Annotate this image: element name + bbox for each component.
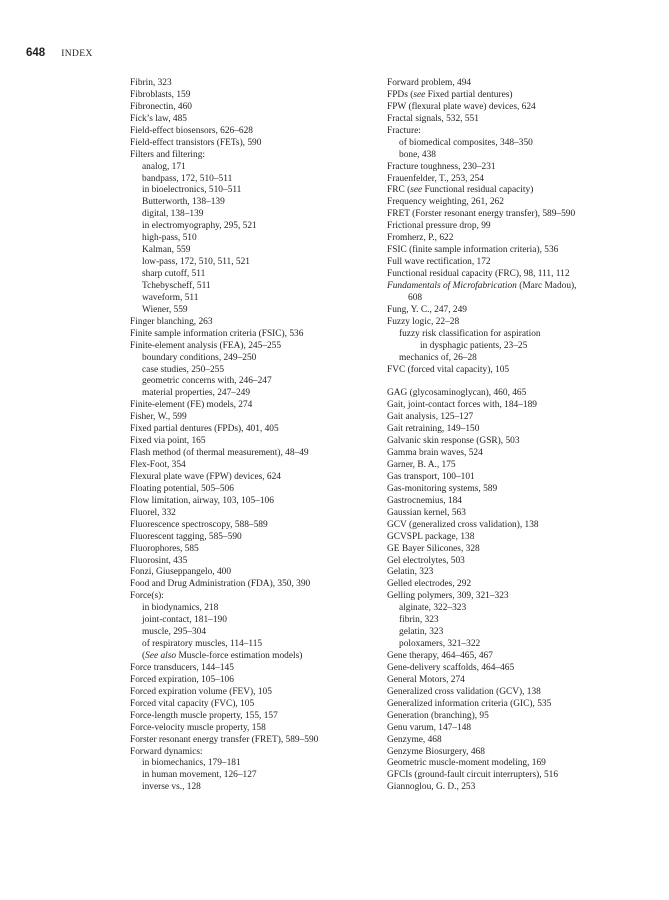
index-entry: [387, 687, 652, 699]
entry-text: Fluorophores, 585: [130, 543, 199, 554]
entry-text: high-pass, 510: [142, 233, 197, 244]
index-subentry: [130, 185, 380, 197]
index-entry: [130, 400, 380, 412]
entry-text: Gait, joint-contact forces with, 184–189: [387, 400, 537, 411]
entry-text: GCVSPL package, 138: [387, 531, 475, 542]
index-subentry: [130, 209, 380, 221]
index-entry: [387, 209, 652, 221]
index-entry: [387, 484, 652, 496]
entry-text: material properties, 247–249: [142, 388, 251, 399]
index-entry: [130, 567, 380, 579]
index-entry: [130, 556, 380, 568]
entry-text: Gene therapy, 464–465, 467: [387, 651, 493, 661]
index-entry: [387, 747, 652, 759]
entry-text: Fixed partial dentures (FPDs), 401, 405: [130, 424, 279, 435]
entry-text: joint-contact, 181–190: [142, 615, 227, 626]
see-reference: see: [410, 185, 423, 196]
index-subentry: [130, 770, 380, 782]
index-entry: [387, 317, 652, 329]
index-entry: [387, 699, 652, 711]
entry-text: Genzyme Biosurgery, 468: [387, 746, 485, 757]
index-entry: [387, 675, 652, 687]
entry-text: Fick’s law, 485: [130, 113, 187, 124]
entry-text: FRET (Forster resonant energy transfer), 589–590: [387, 209, 576, 220]
index-entry: [387, 448, 652, 460]
index-entry: [387, 579, 652, 591]
index-entry: [130, 424, 380, 436]
index-subentry: [130, 365, 380, 377]
see-also-reference: See also: [145, 651, 177, 661]
entry-text: Forward problem, 494: [387, 78, 472, 88]
index-entry: [130, 544, 380, 556]
entry-text: General Motors, 274: [387, 674, 465, 685]
index-entry: [130, 329, 380, 341]
index-entry: [130, 532, 380, 544]
entry-text: Wiener, 559: [142, 304, 188, 315]
index-subentry: [130, 782, 380, 794]
entry-text: Flash method (of thermal measurement), 48–49: [130, 448, 309, 459]
entry-text: GCV (generalized cross validation), 138: [387, 519, 539, 530]
entry-text: Fractal signals, 532, 551: [387, 113, 479, 124]
entry-text: Gelled electrodes, 292: [387, 579, 472, 590]
index-entry: [387, 711, 652, 723]
entry-text: Gas transport, 100–101: [387, 471, 475, 482]
index-entry: [387, 114, 652, 126]
entry-text: low-pass, 172, 510, 511, 521: [142, 257, 250, 268]
index-entry: [387, 770, 652, 782]
index-subentry: [130, 257, 380, 269]
index-entry: [387, 400, 652, 412]
index-subentry: [130, 353, 380, 365]
entry-text: Force transducers, 144–145: [130, 662, 234, 673]
index-entry: [387, 221, 652, 233]
entry-text: Gelatin, 323: [387, 567, 434, 578]
entry-text: Flex-Foot, 354: [130, 460, 186, 470]
index-subentry: [130, 162, 380, 174]
entry-text: Field-effect transistors (FETs), 590: [130, 137, 262, 148]
index-entry: [387, 197, 652, 209]
header-title: INDEX: [61, 49, 93, 59]
index-entry: [130, 472, 380, 484]
entry-text: Gastrocnemius, 184: [387, 495, 462, 506]
index-entry: [130, 114, 380, 126]
entry-text: Gait analysis, 125–127: [387, 412, 474, 423]
entry-text: Geometric muscle-moment modeling, 169: [387, 758, 546, 769]
entry-text: inverse vs., 128: [142, 782, 201, 793]
entry-text: FPW (flexural plate wave) devices, 624: [387, 101, 536, 112]
index-entry: [130, 496, 380, 508]
index-entry: [387, 185, 652, 197]
index-subentry: [130, 615, 380, 627]
index-entry: [387, 281, 652, 293]
index-entry: [387, 723, 652, 735]
index-entry: [130, 723, 380, 735]
entry-text: Full wave rectification, 172: [387, 257, 491, 268]
index-entry: [387, 305, 652, 317]
entry-text: mechanics of, 26–28: [399, 352, 477, 363]
entry-text: Forced expiration volume (FEV), 105: [130, 686, 272, 697]
entry-text: Fonzi, Giuseppangelo, 400: [130, 567, 232, 578]
index-entry: [387, 78, 652, 90]
entry-text: Force(s):: [130, 591, 164, 602]
index-entry: [130, 341, 380, 353]
entry-text: of respiratory muscles, 114–115: [142, 639, 263, 650]
index-subentry: [130, 651, 380, 663]
entry-text: Functional residual capacity): [422, 185, 534, 196]
entry-text: Fuzzy logic, 22–28: [387, 316, 460, 327]
entry-text: Food and Drug Administration (FDA), 350, 390: [130, 579, 311, 590]
entry-text: Fluorescent tagging, 585–590: [130, 531, 242, 542]
index-entry: [130, 711, 380, 723]
index-entry: [130, 138, 380, 150]
entry-text: GFCIs (ground-fault circuit interrupters), 516: [387, 770, 559, 781]
index-entry: [387, 544, 652, 556]
entry-text: fibrin, 323: [399, 615, 439, 626]
index-subentry: [130, 221, 380, 233]
index-entry: [130, 484, 380, 496]
index-subentry: [130, 603, 380, 615]
index-entry: [387, 460, 652, 472]
index-subentry: [387, 150, 652, 162]
entry-text: case studies, 250–255: [142, 364, 225, 375]
index-entry: [130, 412, 380, 424]
index-entry: [387, 126, 652, 138]
index-entry: [130, 699, 380, 711]
entry-text: Frequency weighting, 261, 262: [387, 197, 504, 208]
index-entry: [130, 663, 380, 675]
entry-text: Fixed via point, 165: [130, 436, 206, 447]
entry-text: Gene-delivery scaffolds, 464–465: [387, 662, 515, 673]
index-entry: [387, 245, 652, 257]
index-entry: [130, 508, 380, 520]
entry-text: Gel electrolytes, 503: [387, 555, 465, 566]
index-subentry: [387, 341, 652, 353]
entry-text: Butterworth, 138–139: [142, 197, 225, 208]
entry-text: Garner, B. A., 175: [387, 460, 456, 470]
entry-text: Fluorel, 332: [130, 507, 176, 518]
entry-text: Genu varum, 147–148: [387, 722, 472, 733]
entry-text: Fluorosint, 435: [130, 555, 188, 566]
index-subentry: [130, 269, 380, 281]
entry-text: (: [142, 651, 146, 661]
page-number: 648: [26, 47, 46, 59]
index-subentry: [130, 281, 380, 293]
entry-text: Gas-monitoring systems, 589: [387, 483, 498, 494]
index-entry: [387, 735, 652, 747]
entry-text: Fixed partial dentures): [425, 89, 513, 100]
entry-text: Generalized cross validation (GCV), 138: [387, 686, 541, 697]
entry-text: poloxamers, 321–322: [399, 639, 481, 650]
index-entry: [387, 472, 652, 484]
index-entry: [130, 78, 380, 90]
index-entry: [130, 150, 380, 162]
entry-text: Fluorescence spectroscopy, 588–589: [130, 519, 268, 530]
entry-text: Generalized information criteria (GIC), 535: [387, 698, 552, 709]
entry-text: gelatin, 323: [399, 627, 444, 638]
index-entry: [130, 735, 380, 747]
entry-text: Frictional pressure drop, 99: [387, 221, 491, 232]
entry-text: Gelling polymers, 309, 321–323: [387, 591, 509, 602]
index-entry: [387, 758, 652, 770]
index-entry: [387, 102, 652, 114]
index-entry: [387, 412, 652, 424]
entry-text: in dysphagic patients, 23–25: [420, 340, 528, 351]
index-entry: [387, 556, 652, 568]
index-entry: [387, 567, 652, 579]
entry-title-italic: Fundamentals of Microfabrication: [387, 280, 517, 291]
entry-text: Forced expiration, 105–106: [130, 674, 234, 685]
entry-text: Gamma brain waves, 524: [387, 448, 483, 459]
index-subentry: [387, 138, 652, 150]
index-entry: [387, 90, 652, 102]
index-subentry: [130, 197, 380, 209]
index-subentry: [130, 305, 380, 317]
entry-text: Giannoglou, G. D., 253: [387, 782, 476, 793]
entry-text: geometric concerns with, 246–247: [142, 376, 272, 387]
entry-text: fuzzy risk classification for aspiration: [399, 328, 541, 339]
index-column-left: [130, 78, 380, 794]
entry-text: Generation (branching), 95: [387, 710, 489, 721]
entry-text: Functional residual capacity (FRC), 98, 111, 112: [387, 269, 570, 279]
index-entry: [387, 496, 652, 508]
entry-text: Force-length muscle property, 155, 157: [130, 710, 278, 721]
index-subentry: [130, 388, 380, 400]
entry-text: in biomechanics, 179–181: [142, 758, 241, 769]
entry-text: FSIC (finite sample information criteria), 536: [387, 245, 559, 256]
index-entry: [387, 508, 652, 520]
entry-text: Fromherz, P., 622: [387, 233, 454, 244]
entry-text: 608: [408, 292, 423, 303]
index-entry: [387, 424, 652, 436]
index-subentry: [387, 376, 652, 388]
index-entry: [387, 591, 652, 603]
entry-text: analog, 171: [142, 161, 186, 172]
index-entry: [387, 365, 652, 377]
entry-text: GAG (glycosaminoglycan), 460, 465: [387, 388, 527, 399]
index-entry: [130, 591, 380, 603]
index-subentry: [387, 353, 652, 365]
index-entry: [387, 162, 652, 174]
entry-text: Galvanic skin response (GSR), 503: [387, 436, 520, 447]
entry-text: FVC (forced vital capacity), 105: [387, 364, 510, 375]
running-header: [26, 45, 93, 59]
index-entry: [387, 388, 652, 400]
index-subentry: [387, 603, 652, 615]
index-subentry: [387, 329, 652, 341]
index-entry: [387, 269, 652, 281]
entry-text: Gait retraining, 149–150: [387, 424, 480, 435]
index-entry: [387, 782, 652, 794]
entry-text: sharp cutoff, 511: [142, 269, 206, 279]
entry-text: in electromyography, 295, 521: [142, 221, 257, 232]
index-subentry: [387, 293, 652, 305]
entry-text: digital, 138–139: [142, 209, 204, 220]
entry-text: Field-effect biosensors, 626–628: [130, 125, 253, 136]
entry-text: in bioelectronics, 510–511: [142, 185, 242, 196]
entry-text: Forward dynamics:: [130, 746, 203, 757]
index-subentry: [130, 758, 380, 770]
entry-text: Flow limitation, airway, 103, 105–106: [130, 495, 274, 506]
entry-text: Finger blanching, 263: [130, 316, 213, 327]
entry-text: Frauenfelder, T., 253, 254: [387, 173, 484, 184]
index-subentry: [387, 627, 652, 639]
entry-text: in human movement, 126–127: [142, 770, 257, 781]
index-entry: [387, 436, 652, 448]
entry-text: boundary conditions, 249–250: [142, 352, 257, 363]
entry-text: Tchebyscheff, 511: [142, 280, 211, 291]
entry-text: Flexural plate wave (FPW) devices, 624: [130, 471, 281, 482]
index-entry: [130, 102, 380, 114]
entry-text: Fibronectin, 460: [130, 101, 192, 112]
entry-text: FRC (: [387, 185, 411, 196]
index-entry: [130, 448, 380, 460]
index-entry: [387, 174, 652, 186]
entry-text: Forster resonant energy transfer (FRET), 589–590: [130, 734, 319, 745]
entry-text: of biomedical composites, 348–350: [399, 137, 533, 148]
index-subentry: [387, 639, 652, 651]
entry-text: Fibrin, 323: [130, 78, 172, 88]
entry-text: GE Bayer Silicones, 328: [387, 543, 480, 554]
index-subentry: [130, 245, 380, 257]
entry-text: waveform, 511: [142, 292, 199, 303]
entry-text: Fisher, W., 599: [130, 412, 187, 423]
entry-text: Kalman, 559: [142, 245, 191, 256]
index-subentry: [130, 376, 380, 388]
index-entry: [130, 747, 380, 759]
index-entry: [130, 579, 380, 591]
entry-text: Forced vital capacity (FVC), 105: [130, 698, 255, 709]
index-subentry: [387, 615, 652, 627]
entry-text: alginate, 322–323: [399, 603, 467, 614]
index-entry: [130, 126, 380, 138]
entry-text: bandpass, 172, 510–511: [142, 173, 233, 184]
entry-text: Muscle-force estimation models): [176, 651, 303, 661]
entry-text: bone, 438: [399, 149, 436, 160]
index-subentry: [130, 174, 380, 186]
entry-text: Fung, Y. C., 247, 249: [387, 304, 467, 315]
entry-text: FPDs (: [387, 89, 414, 100]
index-entry: [130, 520, 380, 532]
index-subentry: [130, 233, 380, 245]
entry-text: Filters and filtering:: [130, 149, 205, 160]
index-entry: [130, 460, 380, 472]
entry-text: Genzyme, 468: [387, 734, 442, 745]
index-entry: [387, 651, 652, 663]
entry-text: Finite sample information criteria (FSIC), 536: [130, 328, 304, 339]
index-entry: [387, 520, 652, 532]
entry-text: (Marc Madou),: [516, 280, 577, 291]
see-reference: see: [413, 89, 426, 100]
index-entry: [387, 257, 652, 269]
entry-text: Finite-element analysis (FEA), 245–255: [130, 340, 282, 351]
index-entry: [387, 233, 652, 245]
index-entry: [130, 317, 380, 329]
index-entry: [387, 663, 652, 675]
index-entry: [130, 687, 380, 699]
index-subentry: [130, 639, 380, 651]
index-entry: [130, 90, 380, 102]
index-subentry: [130, 293, 380, 305]
entry-text: Floating potential, 505–506: [130, 483, 234, 494]
entry-text: Fracture:: [387, 125, 421, 136]
entry-text: Gaussian kernel, 563: [387, 507, 466, 518]
entry-text: Force-velocity muscle property, 158: [130, 722, 266, 733]
entry-text: Fibroblasts, 159: [130, 89, 191, 100]
entry-text: Finite-element (FE) models, 274: [130, 400, 253, 411]
entry-text: muscle, 295–304: [142, 627, 207, 638]
index-column-right: [387, 78, 652, 794]
index-entry: [130, 436, 380, 448]
index-subentry: [130, 627, 380, 639]
entry-text: in biodynamics, 218: [142, 603, 219, 614]
index-entry: [130, 675, 380, 687]
index-entry: [387, 532, 652, 544]
entry-text: Fracture toughness, 230–231: [387, 161, 496, 172]
